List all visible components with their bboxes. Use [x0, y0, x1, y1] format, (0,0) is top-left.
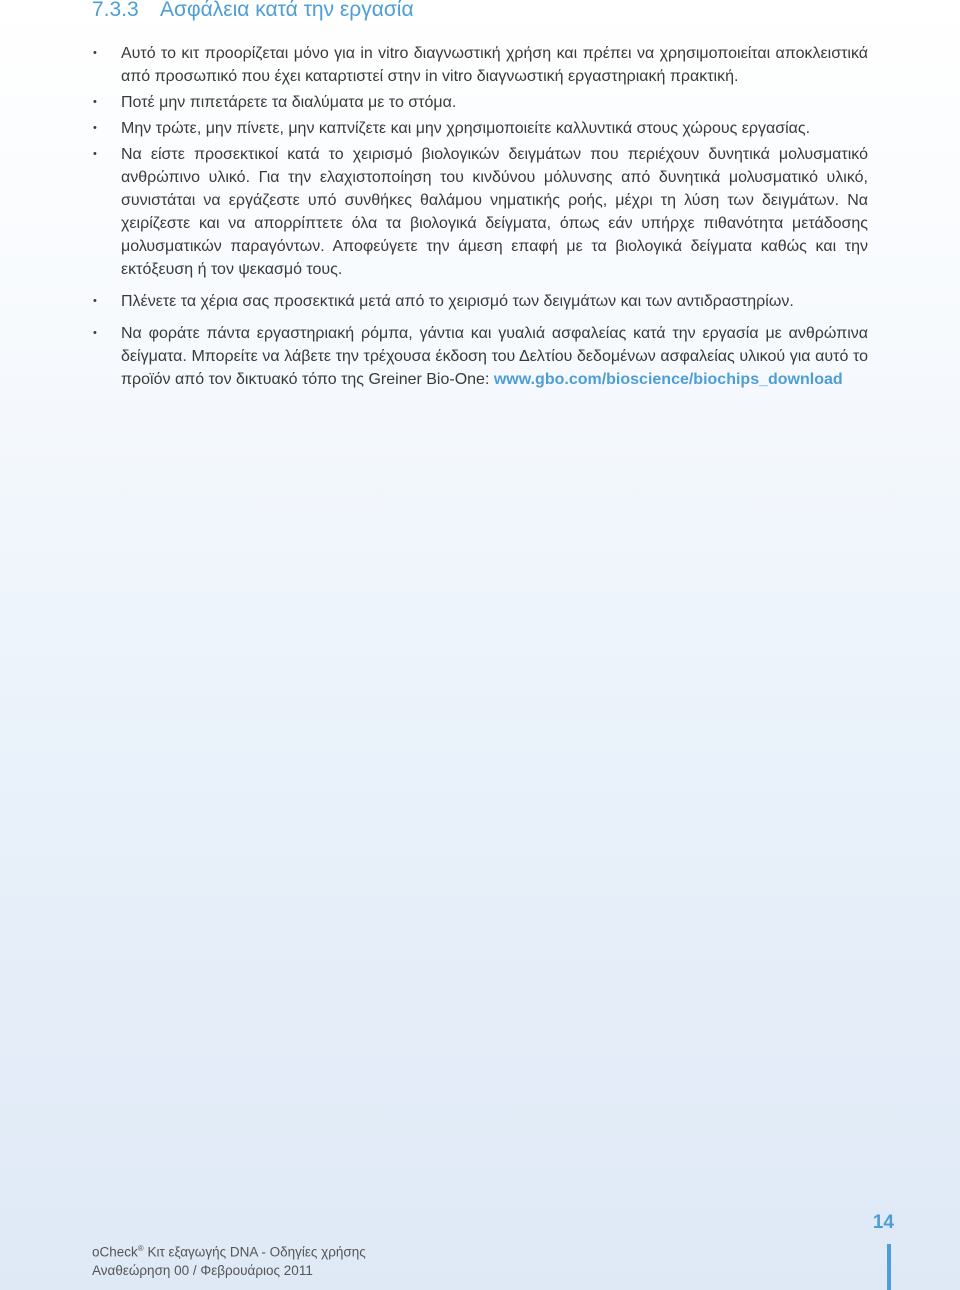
- section-number: 7.3.3: [92, 0, 139, 21]
- bullet-text: Πλένετε τα χέρια σας προσεκτικά μετά από το χειρισμό των δειγμάτων και των αντιδραστηρίων.: [121, 293, 794, 310]
- registered-mark: ®: [137, 1244, 144, 1253]
- footer-revision: Αναθεώρηση 00 / Φεβρουάριος 2011: [92, 1262, 313, 1278]
- list-item: [92, 42, 868, 88]
- bullet-icon: •: [93, 96, 97, 108]
- list-item: [92, 91, 868, 114]
- list-item: [92, 290, 868, 313]
- page-number: 14: [872, 1212, 894, 1233]
- footer-product: Κιτ εξαγωγής DNA - Οδηγίες χρήσης: [143, 1244, 366, 1260]
- footer: [92, 1240, 366, 1280]
- footer-product-line: [92, 1240, 366, 1262]
- bullet-icon: •: [93, 148, 97, 160]
- page-number-bar: [887, 1244, 891, 1290]
- bullet-icon: •: [93, 122, 97, 134]
- list-item: [92, 322, 868, 391]
- bullet-text: Μην τρώτε, μην πίνετε, μην καπνίζετε και μην χρησιμοποιείτε καλλυντικά στους χώρους εργασίας.: [121, 120, 811, 137]
- download-link[interactable]: www.gbo.com/bioscience/biochips_download: [493, 371, 843, 388]
- bullet-icon: •: [93, 327, 97, 339]
- bullet-text: Ποτέ μην πιπετάρετε τα διαλύματα με το στόμα.: [121, 94, 457, 111]
- section-title: Ασφάλεια κατά την εργασία: [160, 0, 414, 21]
- list-item: [92, 143, 868, 281]
- bullet-icon: •: [93, 295, 97, 307]
- bullet-text: Να φοράτε πάντα εργαστηριακή ρόμπα, γάντια και γυαλιά ασφαλείας κατά την εργασία με ανθρώπινα δείγματα. Μπορείτε να λάβετε την τρέχουσα έκδοση του Δελτίου δεδομένων ασφαλείας υλικού για αυτό το προϊόν από τον δικτυακό τόπο της Greiner Bio-One:: [121, 325, 868, 388]
- safety-bullet-list: [92, 42, 868, 394]
- bullet-text: Να είστε προσεκτικοί κατά το χειρισμό βιολογικών δειγμάτων που περιέχουν δυνητικά μολυσματικό ανθρώπινο υλικό. Για την ελαχιστοποίηση του κινδύνου μόλυνσης από δυνητικά μολυσματικό υλικό, συνιστάται να εργάζεστε υπό συνθήκες θαλάμου νηματικής ροής, μέχρι τη λύση των δειγμάτων. Να χειρίζεστε και να απορρίπτετε όλα τα βιολογικά δείγματα, όπως εάν υπήρχε πιθανότητα μετάδοσης μολυσματικών παραγόντων. Αποφεύγετε την άμεση επαφή με τα βιολογικά δείγματα καθώς και την εκτόξευση ή τον ψεκασμό τους.: [121, 146, 868, 278]
- bullet-icon: •: [93, 47, 97, 59]
- list-item: [92, 117, 868, 140]
- footer-brand: oCheck: [92, 1244, 138, 1260]
- section-heading: [92, 0, 414, 22]
- bullet-text: Αυτό το κιτ προορίζεται μόνο για in vitro διαγνωστική χρήση και πρέπει να χρησιμοποιείται αποκλειστικά από προσωπικό που έχει καταρτιστεί στην in vitro διαγνωστική εργαστηριακή πρακτική.: [121, 45, 868, 85]
